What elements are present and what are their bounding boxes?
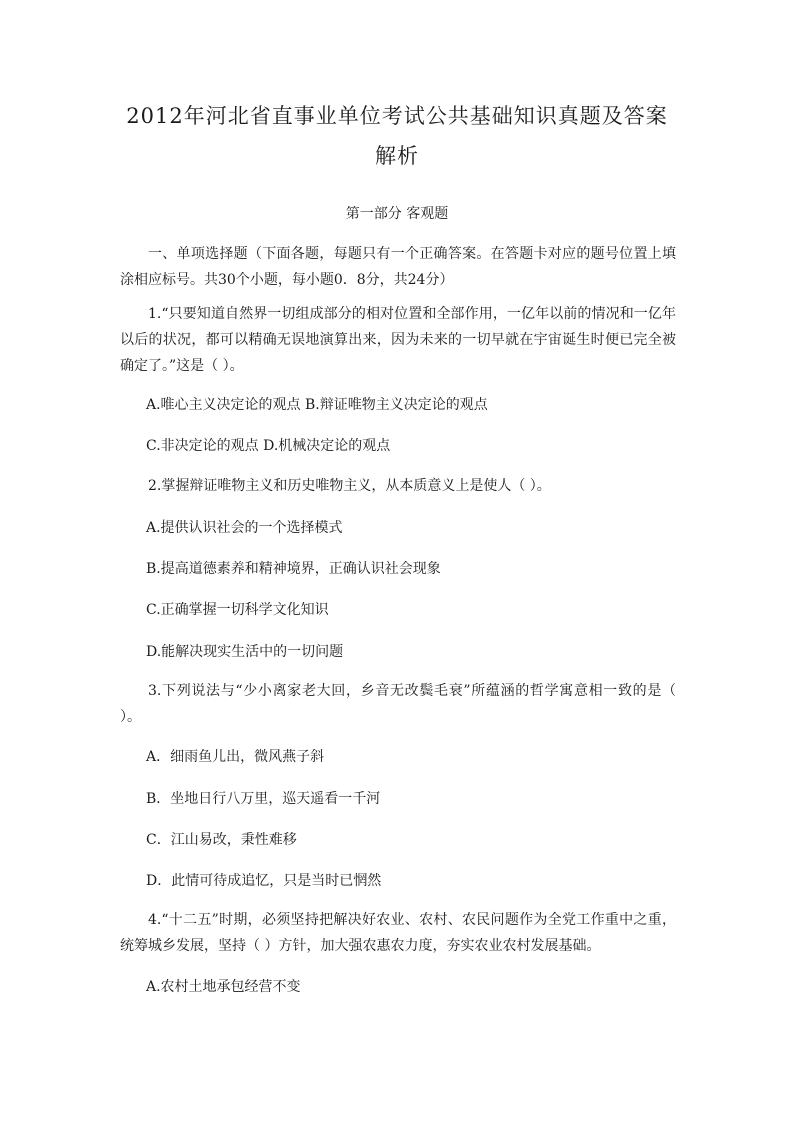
question-3-option: A．细雨鱼儿出，微风燕子斜	[146, 749, 325, 765]
question-1-stem: 1.“只要知道自然界一切组成部分的相对位置和全部作用，一亿年以前的情况和一亿年以后的状况，都可以精确无误地演算出来，因为未来的一切早就在宇宙诞生时便已完全被确定了。”这是（ ）。	[120, 306, 676, 374]
question-3-stem: 3.下列说法与“少小离家老大回，乡音无改鬓毛衰”所蕴涵的哲学寓意相一致的是（ ）。	[120, 683, 676, 725]
document-title	[110, 96, 684, 176]
question-2-option: C.正确掌握一切科学文化知识	[146, 602, 329, 618]
question-2-option: B.提高道德素养和精神境界，正确认识社会现象	[146, 561, 441, 577]
question-2-option: D.能解决现实生活中的一切问题	[146, 644, 344, 660]
question-3-option: D．此情可待成追忆，只是当时已惘然	[146, 873, 382, 889]
instruction-paragraph: 一、单项选择题（下面各题，每题只有一个正确答案。在答题卡对应的题号位置上填涂相应标号。共30个小题，每小题0．8分，共24分）	[120, 246, 676, 288]
question-4-option: A.农村土地承包经营不变	[146, 979, 301, 995]
title-line-1: 2012年河北省直事业单位考试公共基础知识真题及答案	[126, 104, 668, 128]
title-line-2: 解析	[375, 144, 419, 168]
question-4-stem: 4.“十二五”时期，必须坚持把解决好农业、农村、农民问题作为全党工作重中之重，统筹城乡发展，坚持（ ）方针，加大强农惠农力度，夯实农业农村发展基础。	[120, 912, 676, 954]
question-3-option: B．坐地日行八万里，巡天遥看一千河	[146, 791, 381, 807]
question-2-stem: 2.掌握辩证唯物主义和历史唯物主义，从本质意义上是使人（ ）。	[148, 478, 551, 494]
question-3-option: C．江山易改，秉性难移	[146, 832, 297, 848]
question-2-option: A.提供认识社会的一个选择模式	[146, 520, 343, 536]
section-heading: 第一部分 客观题	[345, 206, 449, 222]
question-1-option-line: A.唯心主义决定论的观点 B.辩证唯物主义决定论的观点	[146, 397, 488, 413]
question-1-option-line: C.非决定论的观点 D.机械决定论的观点	[146, 438, 391, 454]
